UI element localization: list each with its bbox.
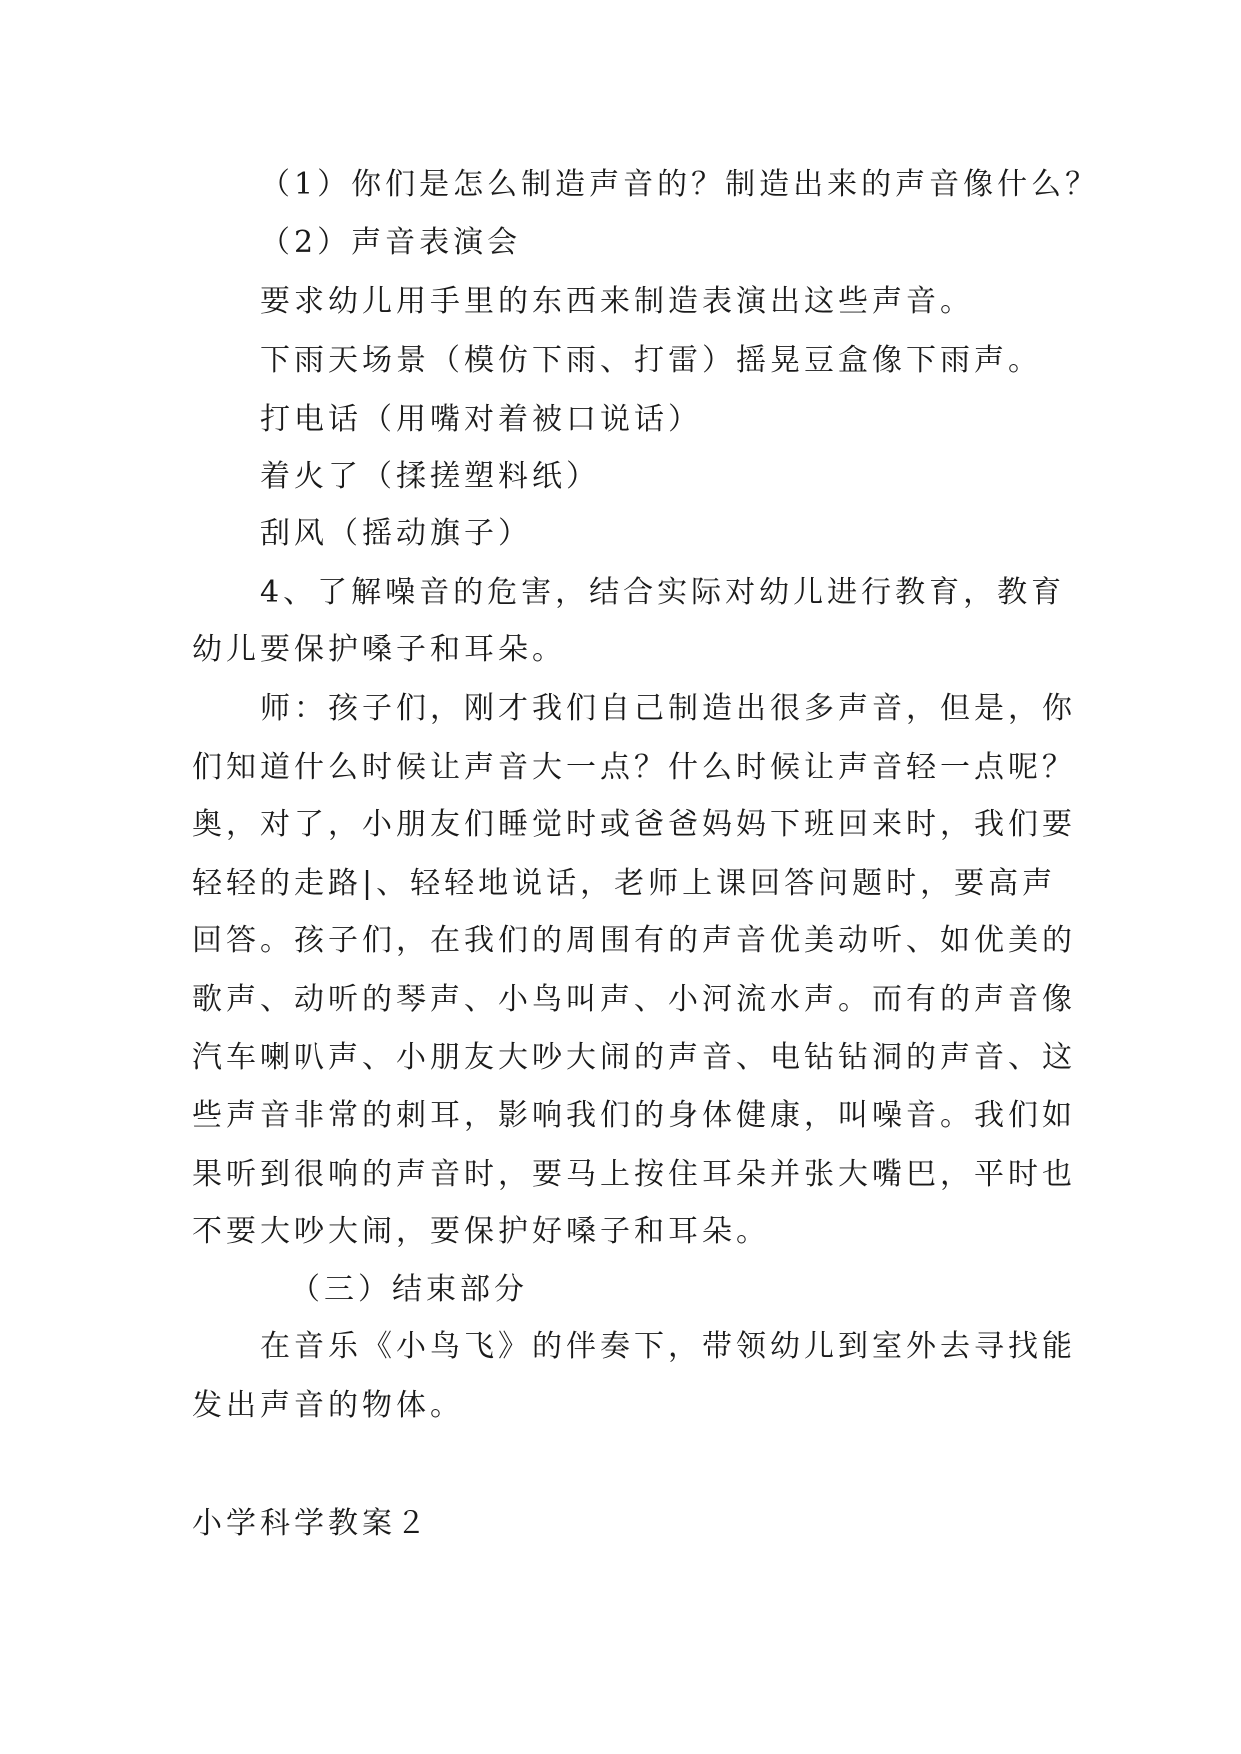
text-line-15: 歌声、动听的琴声、小鸟叫声、小河流水声。而有的声音像 xyxy=(192,982,1076,1017)
text-line-5: 打电话（用嘴对着被口说话） xyxy=(260,402,702,437)
text-line-1: （1）你们是怎么制造声音的？制造出来的声音像什么？ xyxy=(260,167,1100,202)
text-line-10: 师：孩子们，刚才我们自己制造出很多声音，但是，你 xyxy=(260,691,1076,726)
text-line-4: 下雨天场景（模仿下雨、打雷）摇晃豆盒像下雨声。 xyxy=(260,343,1042,378)
text-line-3: 要求幼儿用手里的东西来制造表演出这些声音。 xyxy=(260,284,974,319)
text-line-12: 奥，对了，小朋友们睡觉时或爸爸妈妈下班回来时，我们要 xyxy=(192,807,1076,842)
text-line-16: 汽车喇叭声、小朋友大吵大闹的声音、电钻钻洞的声音、这 xyxy=(192,1040,1076,1075)
text-line-22: 发出声音的物体。 xyxy=(192,1388,464,1423)
text-line-7: 刮风（摇动旗子） xyxy=(260,516,532,551)
text-line-18: 果听到很响的声音时，要马上按住耳朵并张大嘴巴，平时也 xyxy=(192,1157,1076,1192)
text-line-2: （2）声音表演会 xyxy=(260,225,522,260)
text-line-19: 不要大吵大闹，要保护好嗓子和耳朵。 xyxy=(192,1214,770,1249)
text-line-8: 4、了解噪音的危害，结合实际对幼儿进行教育，教育 xyxy=(260,575,1066,610)
text-line-13: 轻轻的走路|、轻轻地说话，老师上课回答问题时，要高声 xyxy=(192,866,1057,901)
text-line-11: 们知道什么时候让声音大一点？什么时候让声音轻一点呢？ xyxy=(192,750,1076,785)
text-line-17: 些声音非常的刺耳，影响我们的身体健康，叫噪音。我们如 xyxy=(192,1098,1076,1133)
text-line-14: 回答。孩子们，在我们的周围有的声音优美动听、如优美的 xyxy=(192,923,1076,958)
text-line-9: 幼儿要保护嗓子和耳朵。 xyxy=(192,632,566,667)
text-line-20: （三）结束部分 xyxy=(290,1272,528,1307)
text-line-6: 着火了（揉搓塑料纸） xyxy=(260,459,600,494)
section-heading: 小学科学教案２ xyxy=(192,1506,430,1541)
text-line-21: 在音乐《小鸟飞》的伴奏下，带领幼儿到室外去寻找能 xyxy=(260,1329,1076,1364)
